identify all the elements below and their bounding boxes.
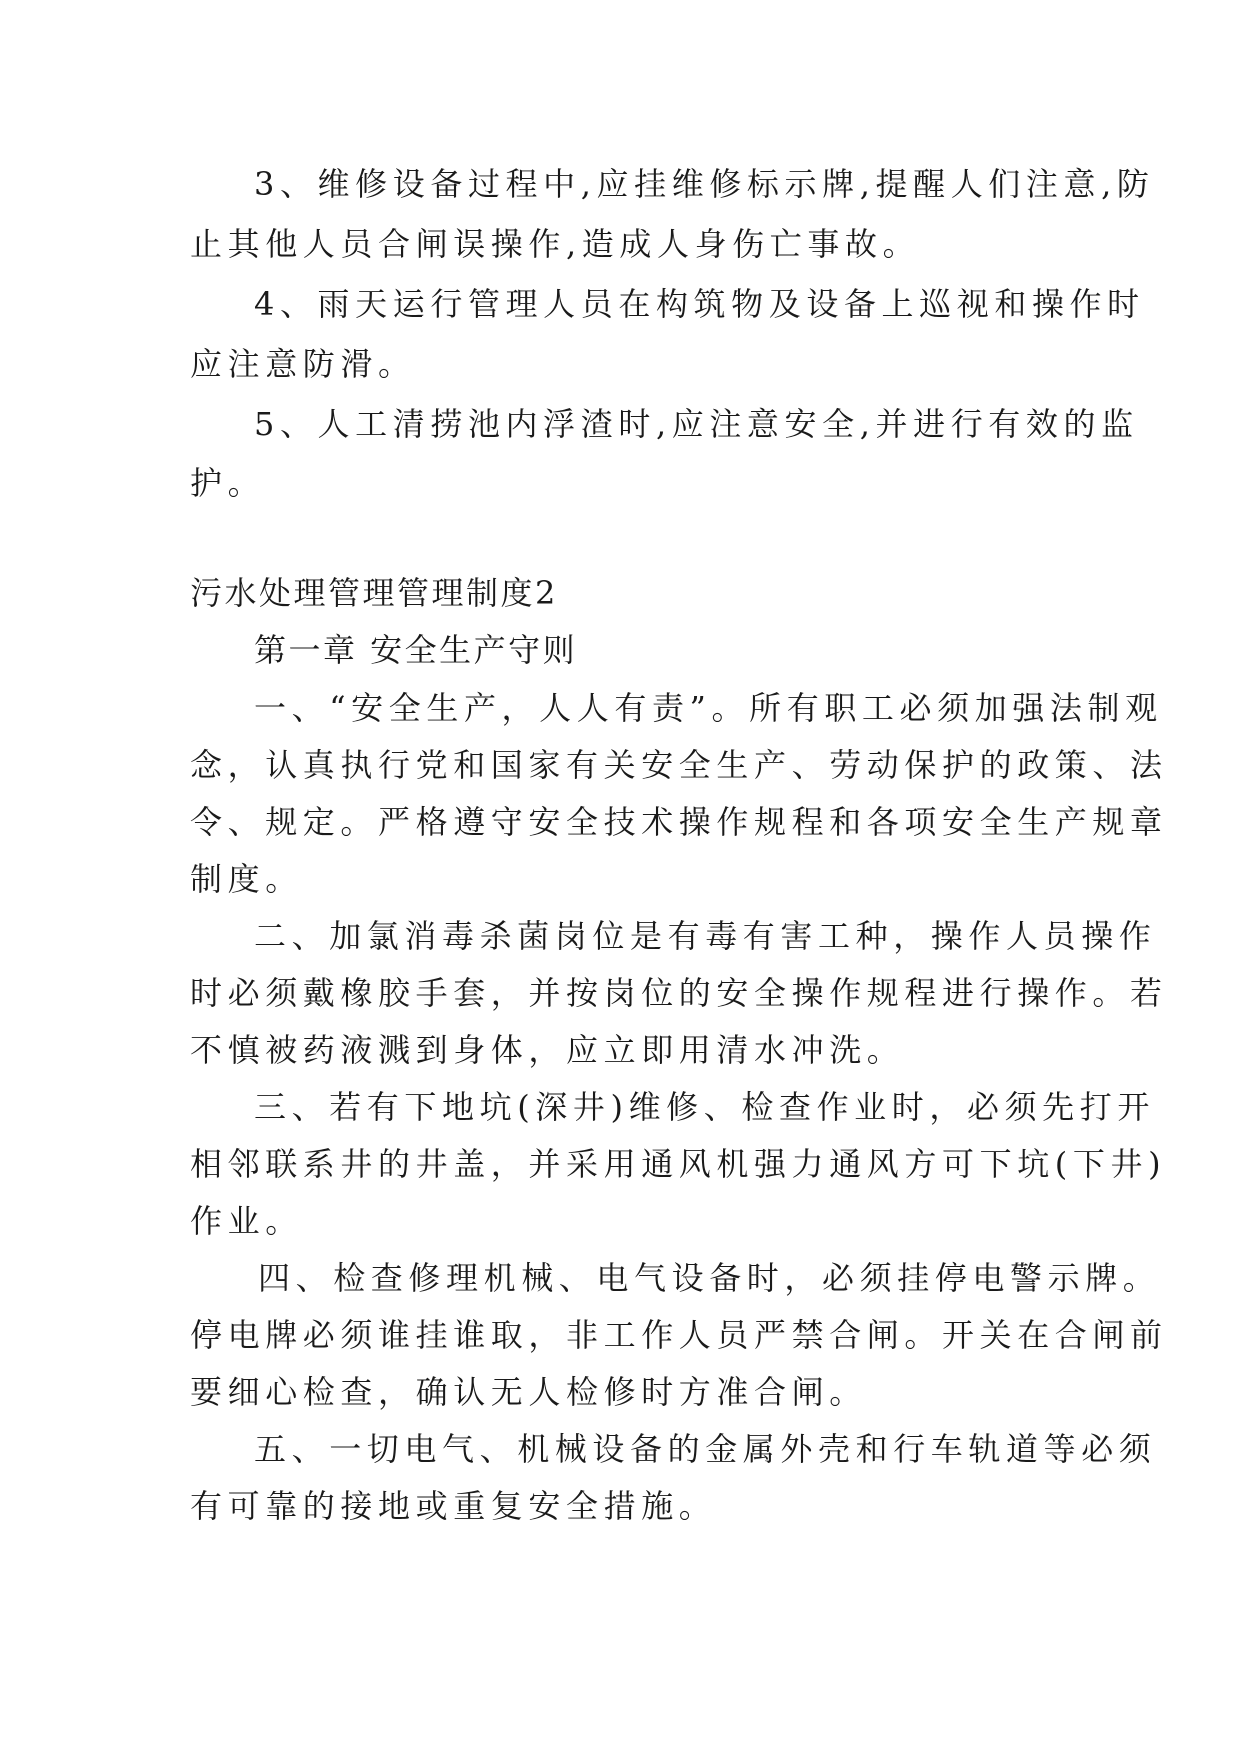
paragraph-3-line-1: 3、维修设备过程中,应挂维修标示牌,提醒人们注意,防 [254,165,1155,203]
rule-4-line-1: 四、检查修理机械、电气设备时，必须挂停电警示牌。 [258,1259,1161,1297]
paragraph-5-line-1: 5、人工清捞池内浮渣时,应注意安全,并进行有效的监 [254,405,1139,443]
paragraph-5-line-2: 护。 [190,464,266,502]
rule-2-line-1: 二、加氯消毒杀菌岗位是有毒有害工种，操作人员操作 [254,917,1157,955]
rule-4-line-2: 停电牌必须谁挂谁取，非工作人员严禁合闸。开关在合闸前 [190,1316,1168,1354]
rule-3-line-1: 三、若有下地坑(深井)维修、检查作业时，必须先打开 [254,1088,1155,1126]
paragraph-4-line-2: 应注意防滑。 [190,345,416,383]
chapter-title: 第一章 安全生产守则 [254,631,578,669]
rule-4-line-3: 要细心检查，确认无人检修时方准合闸。 [190,1373,867,1411]
rule-5-line-1: 五、一切电气、机械设备的金属外壳和行车轨道等必须 [254,1430,1157,1468]
section-title: 污水处理管理管理制度2 [190,574,558,612]
rule-1-line-4: 制度。 [190,860,303,898]
rule-1-line-2: 念，认真执行党和国家有关安全生产、劳动保护的政策、法 [190,746,1168,784]
paragraph-3-line-2: 止其他人员合闸误操作,造成人身伤亡事故。 [190,225,921,263]
rule-3-line-3: 作业。 [190,1202,303,1240]
rule-3-line-2: 相邻联系井的井盖，并采用通风机强力通风方可下坑(下井) [190,1145,1167,1183]
rule-1-line-1: 一、“安全生产，人人有责”。所有职工必须加强法制观 [254,689,1163,727]
rule-5-line-2: 有可靠的接地或重复安全措施。 [190,1487,717,1525]
rule-1-line-3: 令、规定。严格遵守安全技术操作规程和各项安全生产规章 [190,803,1168,841]
rule-2-line-3: 不慎被药液溅到身体，应立即用清水冲洗。 [190,1031,905,1069]
paragraph-4-line-1: 4、雨天运行管理人员在构筑物及设备上巡视和操作时 [254,285,1145,323]
rule-2-line-2: 时必须戴橡胶手套，并按岗位的安全操作规程进行操作。若 [190,974,1168,1012]
